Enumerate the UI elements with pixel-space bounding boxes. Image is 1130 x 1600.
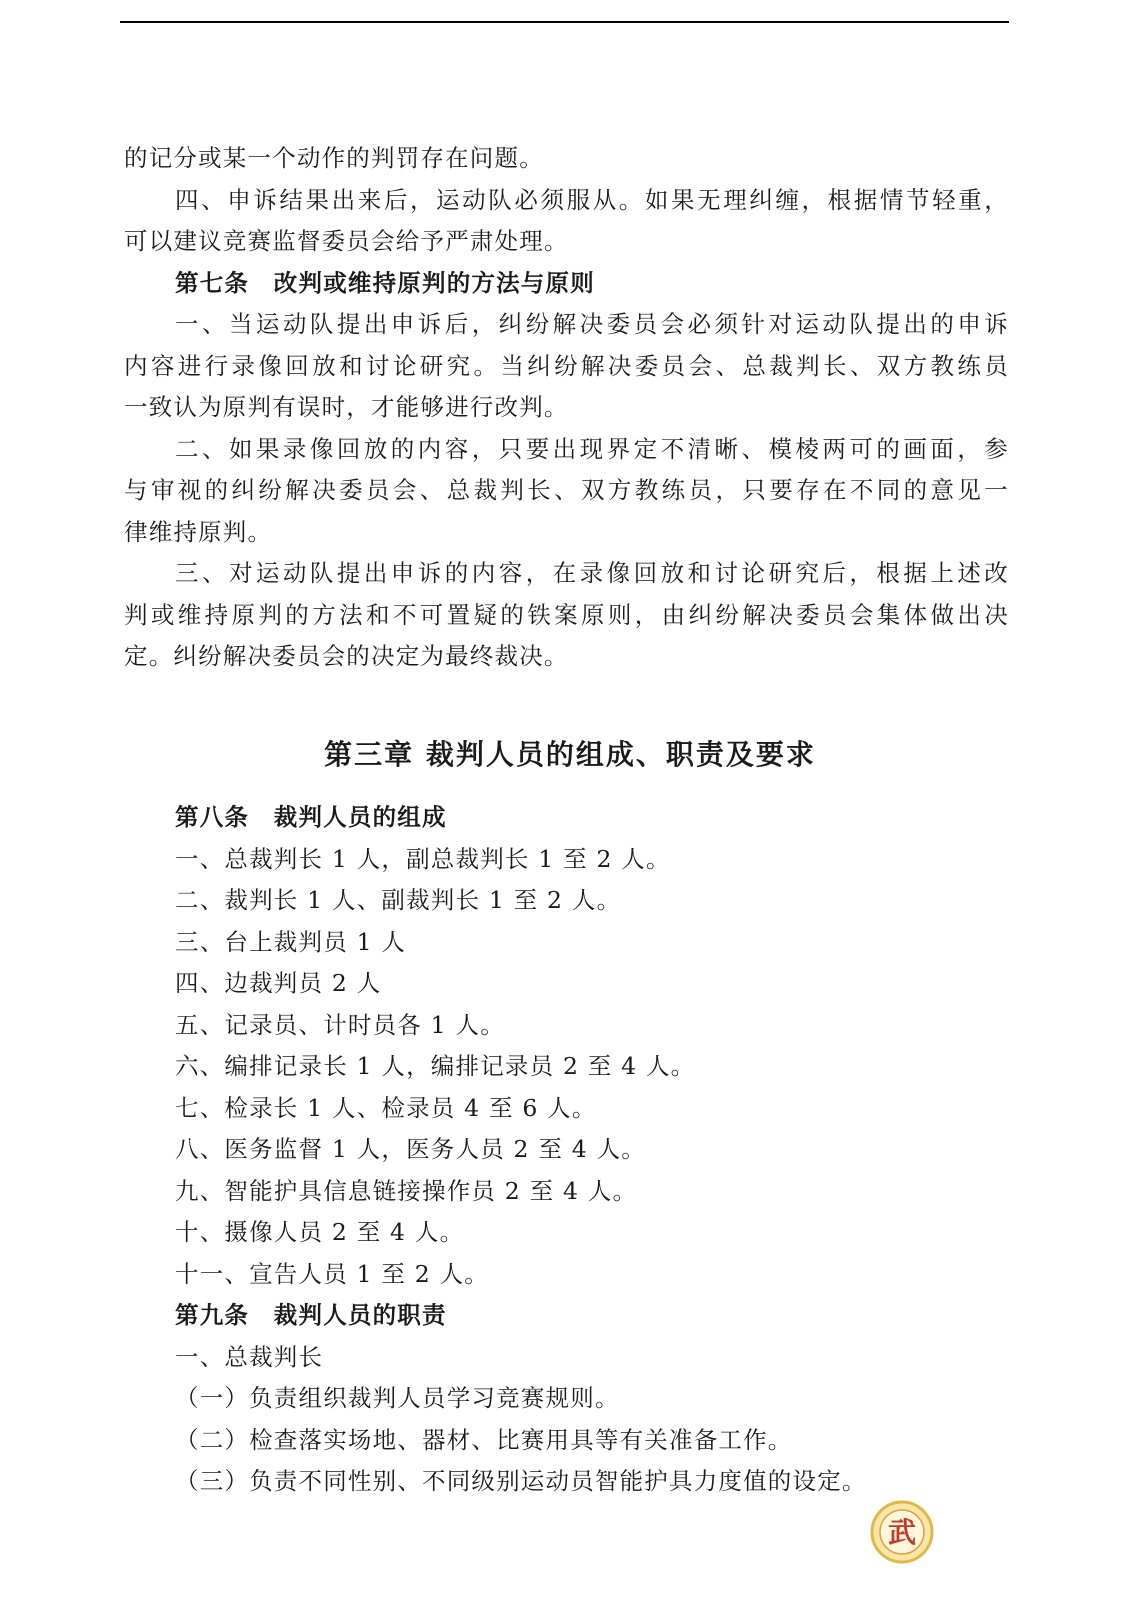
text-line: 四、申诉结果出来后，运动队必须服从。如果无理纠缠，根据情节轻重， (175, 185, 1009, 214)
svg-text:武: 武 (887, 1516, 917, 1549)
text-line: 一、总裁判长 (175, 1342, 324, 1371)
text-line: 一、当运动队提出申诉后，纠纷解决委员会必须针对运动队提出的申诉 (175, 310, 1009, 338)
text-line: 九、智能护具信息链接操作员 2 至 4 人。 (175, 1176, 638, 1205)
text-line: 三、对运动队提出申诉的内容，在录像回放和讨论研究后，根据上述改 (175, 559, 1009, 587)
text-line: 律维持原判。 (124, 517, 273, 546)
text-line: 判或维持原判的方法和不可置疑的铁案原则，由纠纷解决委员会集体做出决 (124, 600, 1009, 629)
header-rule (120, 21, 1009, 23)
text-line: 与审视的纠纷解决委员会、总裁判长、双方教练员，只要存在不同的意见一 (124, 476, 1009, 504)
text-line: 二、裁判长 1 人、副裁判长 1 至 2 人。 (175, 886, 622, 914)
text-line: 可以建议竞赛监督委员会给予严肃处理。 (124, 227, 569, 255)
text-line: 三、台上裁判员 1 人 (175, 927, 407, 956)
text-line: （二）检查落实场地、器材、比赛用具等有关准备工作。 (175, 1425, 793, 1454)
text-line: 的记分或某一个动作的判罚存在问题。 (124, 144, 544, 172)
paragraphs-article-8-9 (124, 797, 1009, 1503)
text-line: 一、总裁判长 1 人，副总裁判长 1 至 2 人。 (175, 844, 671, 873)
text-line: 六、编排记录长 1 人，编排记录员 2 至 4 人。 (175, 1052, 696, 1080)
text-line: 五、记录员、计时员各 1 人。 (175, 1010, 505, 1039)
text-line: 二、如果录像回放的内容，只要出现界定不清晰、模棱两可的画面，参 (175, 434, 1009, 463)
text-line: 第七条 改判或维持原判的方法与原则 (175, 268, 595, 297)
text-line: 内容进行录像回放和讨论研究。当纠纷解决委员会、总裁判长、双方教练员 (124, 351, 1009, 380)
text-line: 十、摄像人员 2 至 4 人。 (175, 1218, 465, 1246)
text-line: 八、医务监督 1 人，医务人员 2 至 4 人。 (175, 1135, 646, 1163)
text-line: 第九条 裁判人员的职责 (175, 1301, 447, 1329)
text-line: 第八条 裁判人员的组成 (175, 803, 447, 831)
text-line: （一）负责组织裁判人员学习竞赛规则。 (175, 1384, 620, 1412)
text-line: 四、边裁判员 2 人 (175, 969, 382, 997)
text-line: 一致认为原判有误时，才能够进行改判。 (124, 393, 569, 421)
chapter-title: 第三章 裁判人员的组成、职责及要求 (324, 738, 816, 771)
text-line: 七、检录长 1 人、检录员 4 至 6 人。 (175, 1093, 597, 1122)
text-line: （三）负责不同性别、不同级别运动员智能护具力度值的设定。 (175, 1467, 867, 1495)
wushu-seal-logo (870, 1500, 934, 1564)
text-line: 定。纠纷解决委员会的决定为最终裁决。 (124, 642, 569, 670)
text-line: 十一、宣告人员 1 至 2 人。 (175, 1259, 489, 1288)
paragraphs-article-7 (124, 138, 1009, 678)
